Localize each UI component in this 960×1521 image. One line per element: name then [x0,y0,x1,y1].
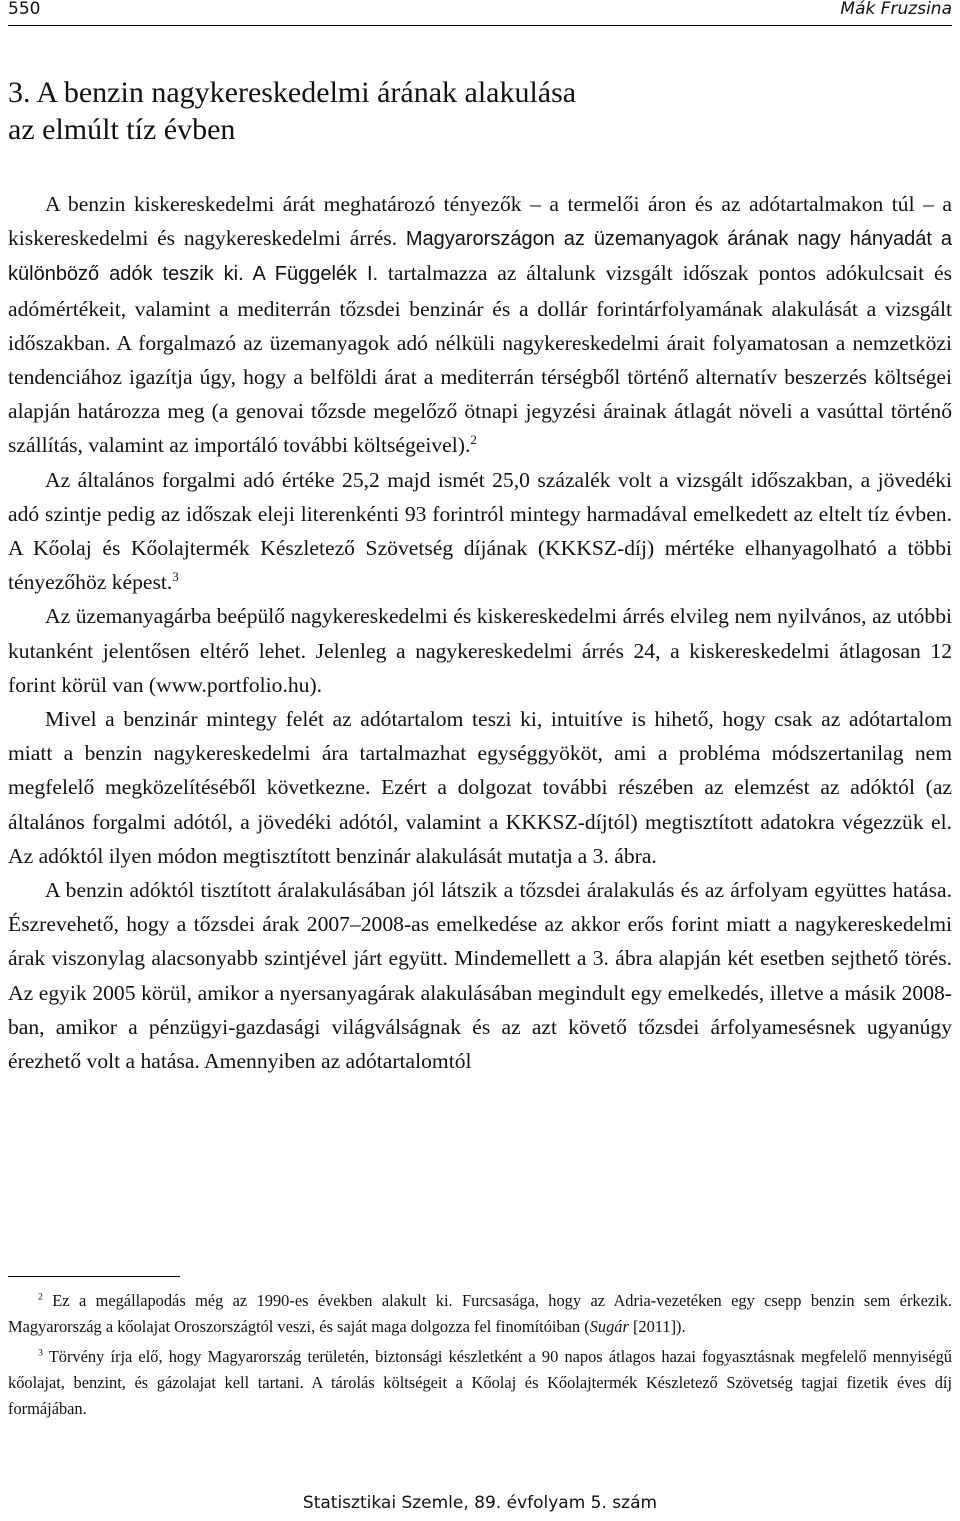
footnote-2-citation: Sugár [589,1317,629,1336]
paragraph-2-text: Az általános forgalmi adó értéke 25,2 majd ismét 25,0 százalék volt a vizsgált időszakban, a jövedéki adó szintje pedig az időszak eleji literenkénti 93 forintról mintegy harmadával emelkedett az eltelt tíz évben. A Kőolaj és Kőolajtermék Készletező Szövetség díjának (KKKSZ-díj) mértéke elhanyagolható a többi tényezőhöz képest. [8,467,952,595]
section-title-line-2: az elmúlt tíz évben [8,113,236,146]
paragraph-2 [8,463,952,600]
paragraph-1-intro: A benzin kiskereskedelmi árát meghatározó tényezők – a termelői áron és az adótartalmakon túl – a kiskereskedelmi és nagykereskedelmi árrés. [8,192,952,251]
running-header [8,0,952,18]
footnote-3-marker: 3 [38,1347,43,1359]
section-title [8,74,952,148]
footnote-ref-3: 3 [172,569,179,585]
footnote-rule [8,1276,180,1277]
paragraph-1-rest: tartalmazza az általunk vizsgált időszak pontos adókulcsait és adómértékeit, valamint a mediterrán tőzsdei benzinár és a dollár forintárfolyamának alakulását a vizsgált időszakban. A forgalmazó az üzemanyagok adó nélküli nagykereskedelmi árait folyamatosan a nemzetközi tendenciához igazítja úgy, hogy a belföldi árat a mediterrán térségből történő alternatív beszerzés költségei alapján határozza meg (a genovai tőzsde megelőző ötnapi jegyzési árainak átlagát növeli a vasúttal történő szállítás, valamint az importáló további költségeivel). [8,261,952,458]
paragraph-5: A benzin adóktól tisztított áralakulásában jól látszik a tőzsdei áralakulás és az árfolyam együttes hatása. Észrevehető, hogy a tőzsdei árak 2007–2008-as emelkedése az akkor erős forint miatt a nagykereskedelmi árak viszonylag alacsonyabb szintjével járt együtt. Mindemellett a 3. ábra alapján két esetben sejthető törés. Az egyik 2005 körül, amikor a nyersanyagárak alakulásában megindult egy emelkedés, illetve a másik 2008-ban, amikor a pénzügyi-gazdasági világválságnak és az azt követő tőzsdei árfolyamesésnek ugyanúgy érezhető volt a hatása. Amennyiben az adótartalomtól [8,878,952,1074]
paragraph-1 [8,187,952,463]
footnote-3 [8,1344,952,1422]
journal-footer: Statisztikai Szemle, 89. évfolyam 5. szám [302,1493,658,1513]
section-title-line-1: 3. A benzin nagykereskedelmi árának alakulása [8,76,577,109]
body-text [8,187,952,1078]
footnote-2 [8,1288,952,1340]
footnote-2-marker: 2 [38,1291,43,1303]
footnote-2-text: Ez a megállapodás még az 1990-es években alakult ki. Furcsasága, hogy az Adria-vezetéken egy csepp benzin sem érkezik. Magyarország a kőolajat Oroszországtól veszi, és saját maga dolgozza fel finomítóiban ( [8,1291,952,1336]
running-header-author: Mák Fruzsina [840,0,952,19]
header-rule [8,25,952,26]
footnote-ref-2: 2 [470,432,477,448]
paragraph-4: Mivel a benzinár mintegy felét az adótartalom teszi ki, intuitíve is hihető, hogy csak az adótartalom miatt a benzin nagykereskedelmi ára tartalmazhat egységgyököt, ami a probléma módszertanilag nem megfelelő megközelítéséből következne. Ezért a dolgozat további részében az elemzést az adóktól (az általános forgalmi adótól, a jövedéki adótól, valamint a KKKSZ-díjtól) megtisztított adatokra végezzük el. Az adóktól ilyen módon megtisztított benzinár alakulását mutatja a 3. ábra. [8,707,952,868]
paragraph-1-sans-sentence: Magyarországon az üzemanyagok árának nagy hányadát a különböző adók teszik ki. A Függelék I. [8,228,953,286]
footnote-2-citation-year: [2011]). [628,1317,686,1336]
paragraph-3: Az üzemanyagárba beépülő nagykereskedelmi és kiskereskedelmi árrés elvileg nem nyilvános, az utóbbi kutanként jelentősen eltérő lehet. Jelenleg a nagykereskedelmi árrés 24, a kiskereskedelmi átlagosan 12 forint körül van (www.portfolio.hu). [8,604,952,697]
page-number: 550 [8,0,41,19]
footnote-3-text: Törvény írja elő, hogy Magyarország területén, biztonsági készletként a 90 napos átlagos hazai fogyasztásnak megfelelő mennyiségű kőolajat, benzint, és gázolajat kell tartani. A tárolás költségeit a Kőolaj és Kőolajtermék Készletező Szövetség tagjai fizetik éves díj formájában. [8,1347,952,1418]
footnotes [8,1288,952,1422]
